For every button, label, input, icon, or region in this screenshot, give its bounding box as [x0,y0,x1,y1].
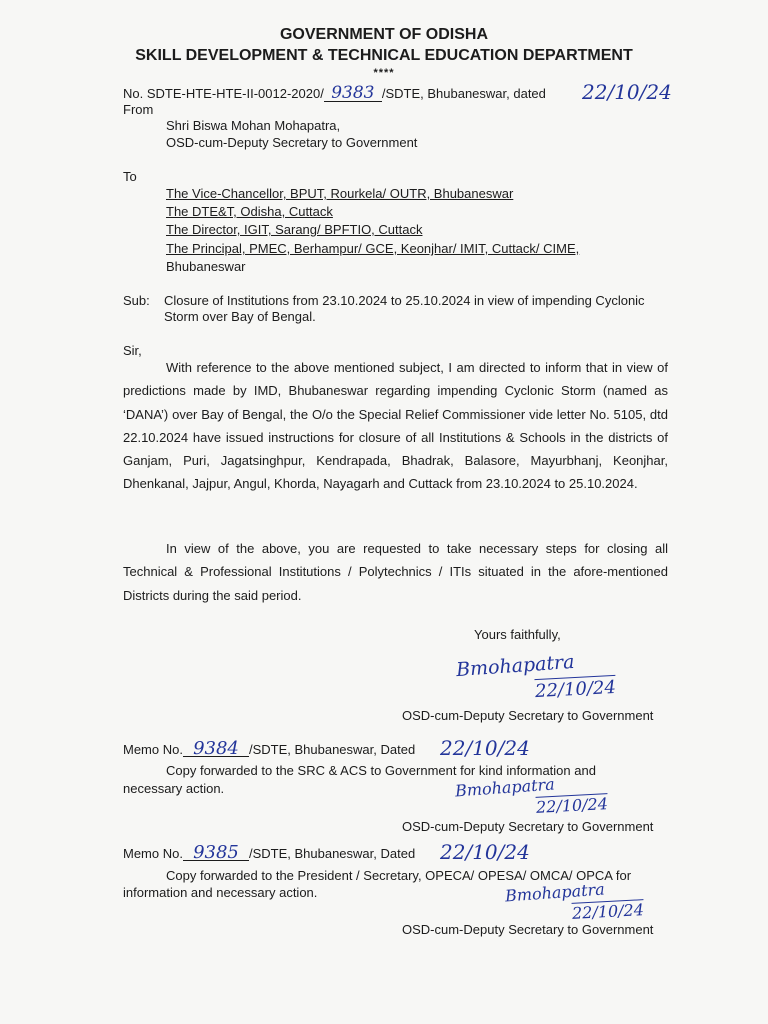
body-paragraph-1-text: With reference to the above mentioned subject, I am directed to inform that in view of predictions made by IMD, Bhubaneswar regarding impending Cyclonic Storm (named as ‘DANA’) over Bay of Bengal, the O/o the Special Relief Commissioner vide letter No. 5105, dtd 22.10.2024 have issued instructions for closure of all Institutions & Schools in the districts of Ganjam, Puri, Jagatsinghpur, Kendrapada, Bhadrak, Balasore, Mayurbhanj, Keonjhar, Dhenkanal, Jajpur, Angul, Khorda, Nayagarh and Cuttack from 23.10.2024 to 25.10.2024. [123,360,668,492]
subject-label: Sub: [123,293,150,308]
recipient-line: The Principal, PMEC, Berhampur/ GCE, Keonjhar/ IMIT, Cuttack/ CIME, [166,241,580,256]
memo-2-number-handwritten: 9385 [183,845,249,861]
memo-1-line [123,738,416,759]
to-label: To [123,169,137,184]
header-department: SKILL DEVELOPMENT & TECHNICAL EDUCATION DEPARTMENT [135,47,633,64]
reference-date-handwritten: 22/10/24 [582,80,672,104]
body-paragraph-1 [123,356,668,496]
memo-2-prefix: Memo No. [123,846,183,861]
header-stars: **** [373,67,395,79]
header-government: GOVERNMENT OF ODISHA [279,26,488,43]
memo-2-suffix: /SDTE, Bhubaneswar, Dated [248,846,416,861]
memo-1-signature-date: 22/10/24 [535,794,609,817]
memo-2-copy-line-2: information and necessary action. [123,885,318,900]
signature-date-handwritten: 22/10/24 [534,676,617,703]
closing: Yours faithfully, [474,627,561,642]
from-name: Shri Biswa Mohan Mohapatra, [166,118,341,133]
reference-number-handwritten: 9383 [324,86,382,102]
recipient-line: The Director, IGIT, Sarang/ BPFTIO, Cuttack [166,222,423,237]
body-paragraph-2-text: In view of the above, you are requested to take necessary steps for closing all Technical & Professional Institutions / Polytechnics / ITIs situated in the afore-mentioned Districts during the said period. [123,541,668,603]
reference-prefix: No. SDTE-HTE-HTE-II-0012-2020/ [123,86,324,101]
signature-script: Bmohapatra [455,650,576,682]
from-label: From [123,102,154,117]
memo-2-line [123,842,416,863]
memo-1-copy-line-2: necessary action. [123,781,225,796]
memo-1-date-handwritten: 22/10/24 [440,736,530,760]
body-paragraph-2 [123,537,668,607]
reference-line [123,83,546,103]
memo-1-designation: OSD-cum-Deputy Secretary to Government [402,819,654,834]
salutation: Sir, [123,343,142,358]
memo-1-number-handwritten: 9384 [183,741,249,757]
subject-line-2: Storm over Bay of Bengal. [164,309,316,324]
memo-1-suffix: /SDTE, Bhubaneswar, Dated [248,742,416,757]
memo-2-signature-script: Bmohapatra [504,879,606,906]
memo-1-signature-script: Bmohapatra [454,774,556,801]
signature-designation: OSD-cum-Deputy Secretary to Government [402,708,654,723]
recipient-line: The Vice-Chancellor, BPUT, Rourkela/ OUTR, Bhubaneswar [166,186,514,201]
memo-1-prefix: Memo No. [123,742,183,757]
memo-1-copy-line-1: Copy forwarded to the SRC & ACS to Government for kind information and [166,763,596,778]
recipient-last-line: Bhubaneswar [166,259,246,274]
subject-line-1: Closure of Institutions from 23.10.2024 to 25.10.2024 in view of impending Cyclonic [164,293,645,308]
reference-suffix: /SDTE, Bhubaneswar, dated [381,86,546,101]
from-designation: OSD-cum-Deputy Secretary to Government [166,135,418,150]
recipient-line: The DTE&T, Odisha, Cuttack [166,204,333,219]
memo-2-date-handwritten: 22/10/24 [440,840,530,864]
memo-2-copy-line-1: Copy forwarded to the President / Secretary, OPECA/ OPESA/ OMCA/ OPCA for [166,868,632,883]
memo-2-signature-date: 22/10/24 [571,900,645,923]
memo-2-designation: OSD-cum-Deputy Secretary to Government [402,922,654,937]
